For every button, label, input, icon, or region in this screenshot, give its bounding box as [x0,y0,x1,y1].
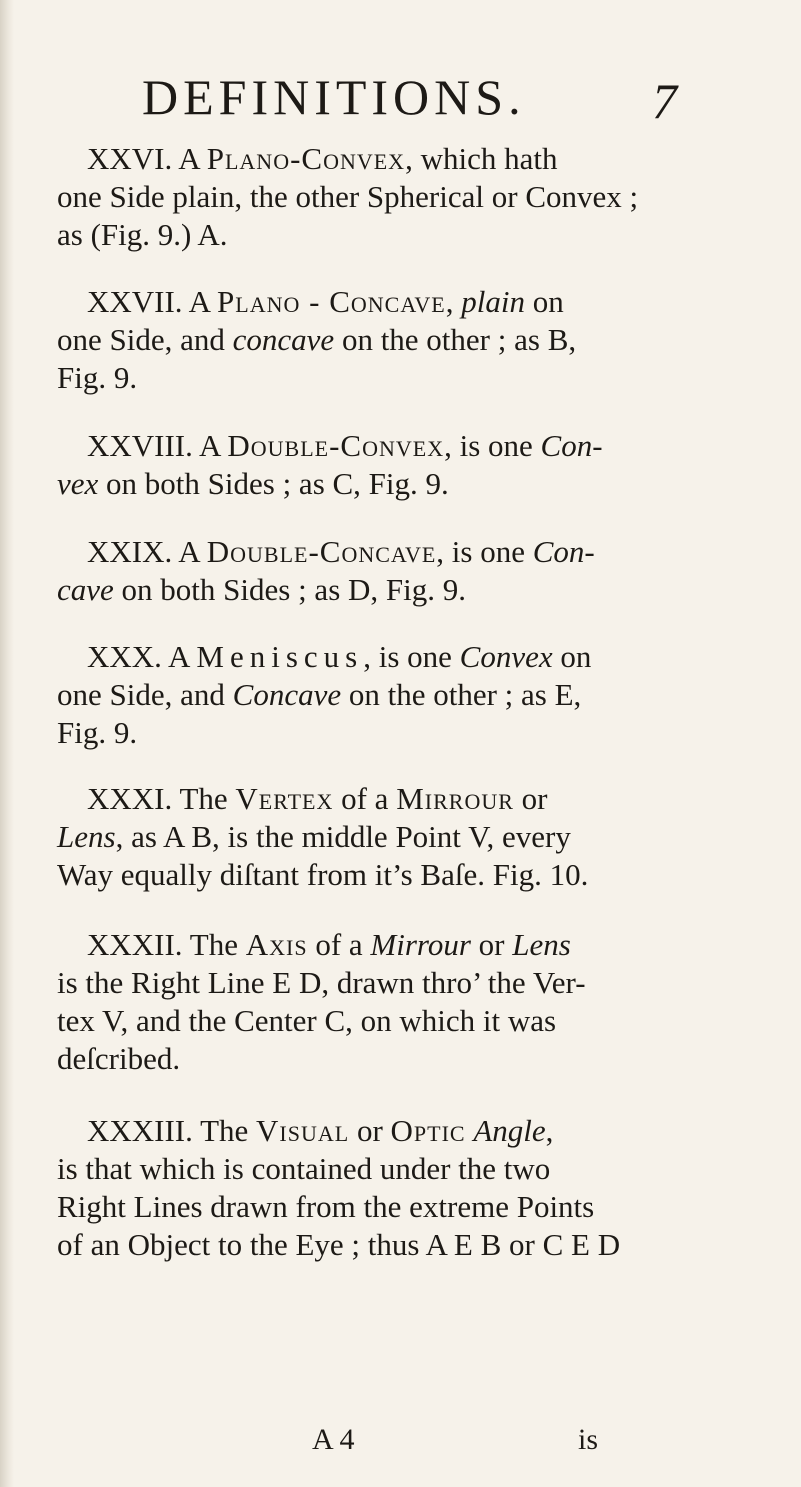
definition-line: XXXI. The Vertex of a Mirrour or [87,781,548,816]
definition-line: XXX. A Meniscus, is one Convex on [87,639,592,674]
term: Plano-Convex [206,141,406,176]
signature-mark: A 4 [312,1423,355,1456]
definition-line: as (Fig. 9.) A. [57,217,228,252]
definition-line: one Side, and Concave on the other ; as E, [57,677,582,712]
term: Double-Concave [206,534,437,569]
term: Plano - Concave [217,284,446,319]
term: Visual [256,1113,350,1148]
definition-xxvi [57,140,757,254]
definition-line: one Side plain, the other Spherical or Convex ; [57,179,639,214]
definition-line: one Side, and concave on the other ; as B, [57,322,577,357]
definition-xxvii [57,283,757,397]
definition-line: Right Lines drawn from the extreme Points [57,1189,595,1224]
definition-line: XXIX. A Double-Concave, is one Con- [87,534,595,569]
running-head: DEFINITIONS. [142,69,526,125]
definition-xxix [57,533,757,609]
definition-line: tex V, and the Center C, on which it was [57,1003,557,1038]
definition-xxviii [57,427,757,503]
definition-line: deſcribed. [57,1041,181,1076]
definition-line: XXVIII. A Double-Convex, is one Con- [87,428,603,463]
definition-line: is that which is contained under the two [57,1151,551,1186]
definition-line: XXXII. The Axis of a Mirrour or Lens [87,927,571,962]
page-gutter [0,0,14,1487]
term: Vertex [235,781,334,816]
definition-line: of an Object to the Eye ; thus A E B or C E D [57,1227,621,1262]
definition-number: XXXII. [87,927,183,962]
definition-number: XXXIII. [87,1113,193,1148]
definition-line: XXXIII. The Visual or Optic Angle, [87,1113,554,1148]
definition-line: Fig. 9. [57,360,138,395]
definition-xxx [57,638,757,752]
definition-line: Fig. 9. [57,715,138,750]
definition-line: Way equally diſtant from it’s Baſe. Fig. 10. [57,857,589,892]
definition-line: Lens, as A B, is the middle Point V, every [57,819,571,854]
definition-line: cave on both Sides ; as D, Fig. 9. [57,572,466,607]
catchword: is [578,1423,599,1456]
definition-xxxiii [57,1112,757,1264]
definition-line: XXVI. A Plano-Convex, which hath [87,141,558,176]
definition-xxxi [57,780,757,894]
term: Meniscus [196,639,364,674]
definition-line: XXVII. A Plano - Concave, plain on [87,284,564,319]
definition-xxxii [57,926,757,1078]
definition-number: XXVI. [87,141,173,176]
term: Axis [245,927,308,962]
definition-number: XXVIII. [87,428,193,463]
definition-number: XXVII. [87,284,183,319]
definition-number: XXIX. [87,534,173,569]
page-number: 7 [652,73,677,129]
definition-line: vex on both Sides ; as C, Fig. 9. [57,466,449,501]
definition-number: XXX. [87,639,162,674]
definition-number: XXXI. [87,781,173,816]
definition-line: is the Right Line E D, drawn thro’ the Ver- [57,965,586,1000]
term: Double-Convex [227,428,445,463]
